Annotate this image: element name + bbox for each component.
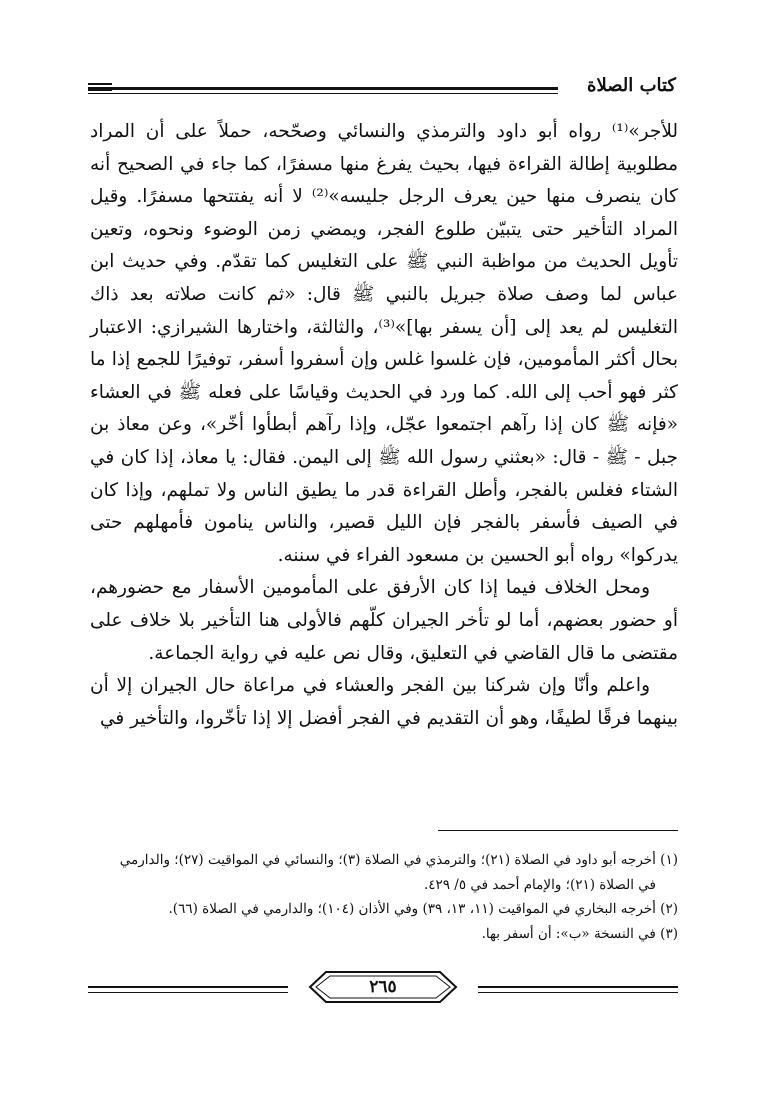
chapter-title: كتاب الصلاة	[587, 75, 676, 96]
page-footer	[88, 968, 678, 1008]
footnote-3: (٣) في النسخة «ب»: أن أسفر بها.	[481, 925, 678, 942]
main-text	[90, 116, 678, 735]
footer-rule-left-thin	[88, 992, 288, 993]
footnote-2: (٢) أخرجه البخاري في المواقيت (١١، ١٣، ٣٩) وفي الأذان (١٠٤)؛ والدارمي في الصلاة (٦٦).	[168, 901, 678, 917]
header-ornament-dash	[88, 83, 112, 85]
footer-rule-left	[88, 986, 288, 988]
running-header	[88, 75, 676, 102]
paragraph-1: للأجر»⁽¹⁾ رواه أبو داود والترمذي والنسائي وصحّحه، حملاً على أن المراد مطلوبية إطالة القراءة فيها، بحيث يفرغ منها مسفرًا، كما جاء في الصحيح أنه كان ينصرف منها حين يعرف الرجل جليسه»⁽²⁾ لا أنه يفتتحها مسفرًا. وقيل المراد التأخير حتى يتبيّن طلوع الفجر، ويمضي زمن الوضوء ونحوه، وتعين تأويل الحديث من مواظبة النبي ﷺ على التغليس كما تقدّم. وفي حديث ابن عباس لما وصف صلاة جبريل بالنبي ﷺ قال: «ثم كانت صلاته بعد ذاك التغليس لم يعد إلى [أن يسفر بها]»⁽³⁾، والثالثة، واختارها الشيرازي: الاعتبار بحال أكثر المأمومين، فإن غلسوا غلس وإن أسفروا أسفر، توفيرًا للجمع إذا ما كثر فهو أحب إلى الله. كما ورد في الحديث وقياسًا على فعله ﷺ في العشاء «فإنه ﷺ كان إذا رآهم اجتمعوا عجّل، وإذا رآهم أبطأوا أخّر»، وعن معاذ بن جبل - ﷺ - قال: «بعثني رسول الله ﷺ إلى اليمن. فقال: يا معاذ، إذا كان في الشتاء فغلس بالفجر، وأطل القراءة قدر ما يطيق الناس ولا تملهم، وإذا كان في الصيف فأسفر بالفجر فإن الليل قصير، والناس ينامون فأمهلهم حتى يدركوا» رواه أبو الحسين بن مسعود الفراء في سننه.	[90, 121, 678, 566]
page-number-frame	[308, 970, 458, 1004]
paragraph-3: واعلم وأنّا وإن شركنا بين الفجر والعشاء في مراعاة حال الجيران إلا أن بينهما فرقًا لطيفًا، وهو أن التقديم في الفجر أفضل إلا إذا تأخّروا، والتأخير في	[90, 675, 678, 729]
footer-rule-right-thin	[478, 992, 678, 993]
header-rule-thin	[88, 93, 558, 94]
page-number: ٢٦٥	[369, 977, 397, 997]
header-rule-thick	[88, 87, 558, 90]
footnote-1-continuation: في الصلاة (٢١)؛ والإمام أحمد في ٥/ ٤٢٩.	[423, 876, 656, 893]
paragraph-2: ومحل الخلاف فيما إذا كان الأرفق على المأمومين الأسفار مع حضورهم، أو حضور بعضهم، أما لو تأخر الجيران كلّهم فالأولى هنا التأخير بلا خلاف على مقتضى ما قال القاضي في التعليق، وقال نص عليه في رواية الجماعة.	[90, 577, 678, 664]
header-ornament-dash	[88, 89, 112, 91]
footnote-1: (١) أخرجه أبو داود في الصلاة (٢١)؛ والترمذي في الصلاة (٣)؛ والنسائي في المواقيت (٢٧)؛ والدارمي	[119, 852, 678, 868]
footnote-separator	[438, 830, 678, 831]
footnotes	[90, 848, 678, 946]
footer-rule-right	[478, 986, 678, 988]
